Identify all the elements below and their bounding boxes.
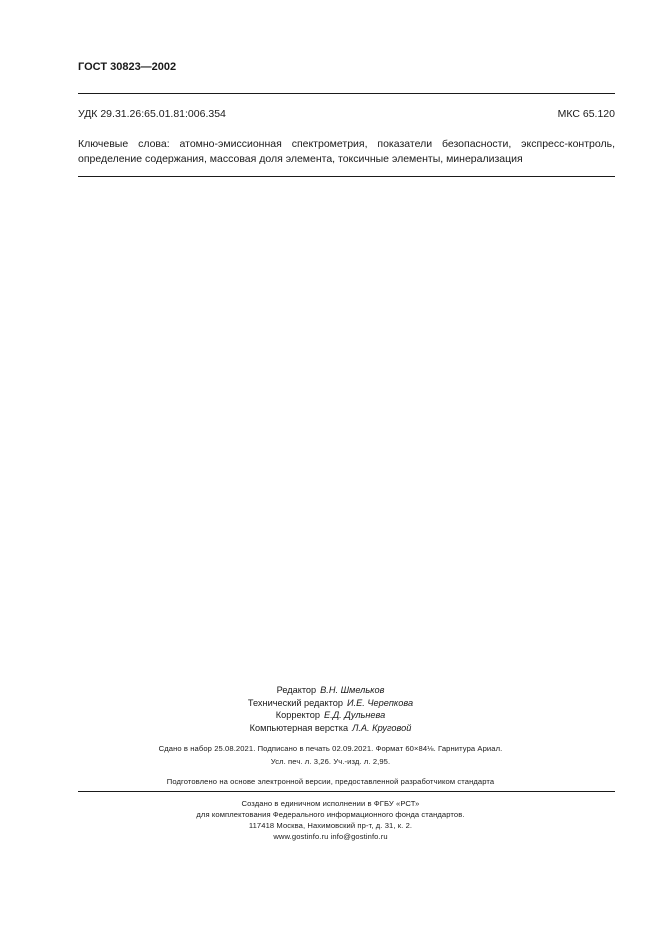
credit-name: И.Е. Черепкова xyxy=(346,697,414,708)
publisher-line-3: 117418 Москва, Нахимовский пр-т, д. 31, к. 2. xyxy=(248,821,413,830)
publisher-divider xyxy=(78,791,615,792)
keywords-line-1: Ключевые слова: атомно-эмиссионная спектрометрия, показатели безопасности, экспресс-контроль, xyxy=(78,138,615,150)
udk-code: УДК 29.31.26:65.01.81:006.354 xyxy=(78,108,226,120)
mks-code: МКС 65.120 xyxy=(557,108,615,120)
publisher-line-1: Создано в единичном исполнении в ФГБУ «РСТ» xyxy=(241,799,420,808)
keywords-block xyxy=(78,137,615,167)
credit-editor xyxy=(0,684,661,697)
credit-tech-editor xyxy=(0,697,661,710)
publisher-contacts: www.gostinfo.ru info@gostinfo.ru xyxy=(273,832,388,841)
imprint-line-2: Усл. печ. л. 3,26. Уч.-изд. л. 2,95. xyxy=(270,757,391,766)
publisher-line-2: для комплектования Федерального информационного фонда стандартов. xyxy=(196,810,465,819)
keywords-divider xyxy=(78,176,615,177)
header-divider xyxy=(78,93,615,94)
credit-role: Редактор xyxy=(276,685,317,695)
credit-proofreader xyxy=(0,709,661,722)
imprint-line-1: Сдано в набор 25.08.2021. Подписано в печать 02.09.2021. Формат 60×84⅛. Гарнитура Ариал. xyxy=(158,744,503,753)
prepared-note: Подготовлено на основе электронной версии, предоставленной разработчиком стандарта xyxy=(166,777,495,786)
credit-role: Корректор xyxy=(275,710,321,720)
credit-role: Компьютерная верстка xyxy=(249,722,349,733)
keywords-line-2: определение содержания, массовая доля элемента, токсичные элементы, минерализация xyxy=(78,153,523,165)
credit-name: В.Н. Шмельков xyxy=(320,685,385,695)
standard-designation: ГОСТ 30823—2002 xyxy=(78,61,177,73)
credits-block xyxy=(0,684,661,734)
credit-layout xyxy=(0,722,661,735)
credit-name: Е.Д. Дульнева xyxy=(324,710,386,720)
credit-role: Технический редактор xyxy=(247,697,343,708)
credit-name: Л.А. Круговой xyxy=(352,722,412,733)
